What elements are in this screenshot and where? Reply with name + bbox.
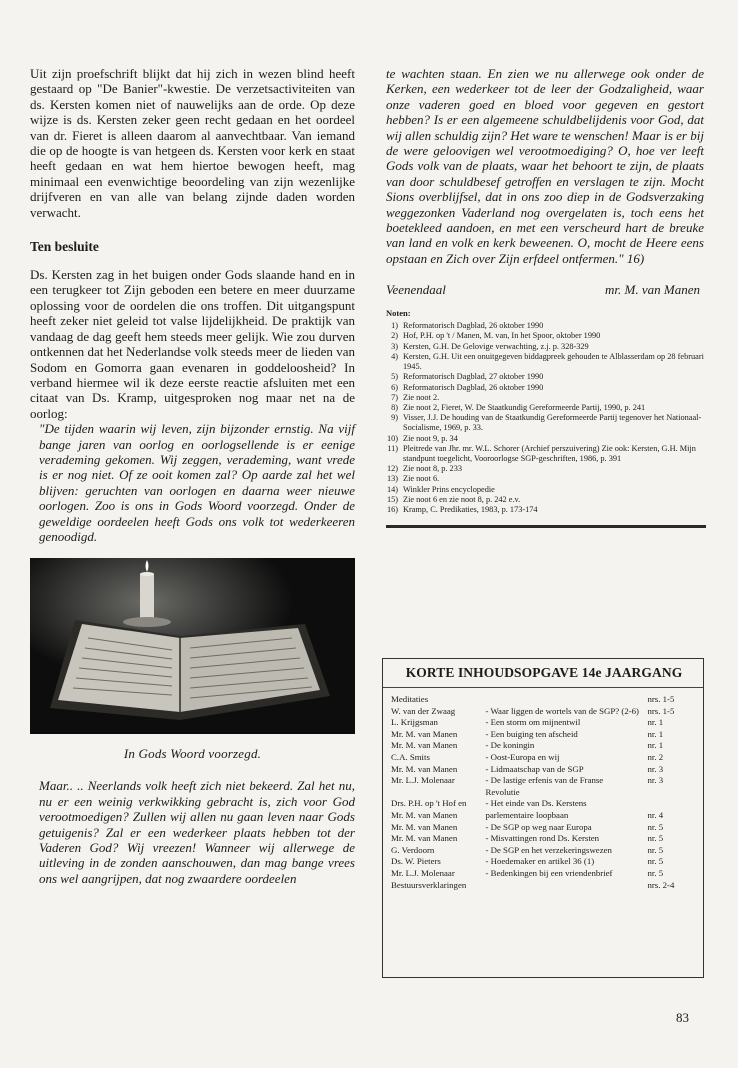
note-number: 15): [386, 494, 398, 504]
toc-author: Meditaties: [391, 694, 429, 704]
toc-row: [391, 810, 697, 822]
note-item: [386, 403, 704, 413]
note-number: 2): [391, 331, 398, 341]
toc-row: [391, 798, 697, 810]
toc-issue-number: nr. 3: [647, 763, 664, 774]
note-text: Zie noot 2.: [403, 392, 440, 402]
toc-row: [391, 775, 697, 798]
toc-issue-number: nr. 5: [647, 844, 664, 855]
toc-author: G. Verdoorn: [391, 844, 435, 855]
toc-author: Mr. M. van Manen: [391, 763, 458, 774]
signature-line: [386, 282, 704, 298]
note-item: [386, 444, 704, 464]
toc-author: C.A. Smits: [391, 751, 430, 762]
table-of-contents-box: [382, 658, 704, 978]
notes-heading: Noten:: [386, 308, 411, 319]
note-number: 13): [386, 474, 398, 484]
toc-row: [391, 740, 697, 752]
note-text: Zie noot 6.: [403, 474, 440, 484]
toc-row: [391, 822, 697, 834]
note-text: Zie noot 2, Fieret, W. De Staatkundig Gereformeerde Partij, 1990, p. 241: [403, 402, 646, 412]
note-text: Winkler Prins encyclopedie: [403, 484, 495, 494]
quotation: "De tijden waarin wij leven, zijn bijzonder ernstig. Na vijf bange jaren van oorlog en oorlogsellende is er eenige verademing gekomen. Wij zeggen, verademing, want vrede is er nog niet. Of ze ooit komen zal? Op aarde zal het wel blijven: geruchten van oorlogen en daarna weer nieuwe oorlogen. Zoo is ons in Gods Woord voorzegd. Onder de geweldige oordeelen heeft Gods ons volk tot wederkeeren genoodigd.: [39, 421, 355, 544]
page-number: 83: [676, 1010, 689, 1025]
toc-row: [391, 880, 697, 892]
toc-title: KORTE INHOUDSOPGAVE 14e JAARGANG: [405, 665, 683, 680]
note-text: Kersten, G.H. De Gelovige verwachting, z.j. p. 328-329: [403, 341, 589, 351]
toc-article-title: - Bedenkingen bij een vriendenbrief: [485, 867, 613, 878]
note-number: 11): [387, 443, 398, 453]
note-number: 16): [386, 504, 398, 514]
toc-table: [391, 694, 697, 891]
toc-author: Ds. W. Pieters: [391, 856, 441, 867]
note-number: 14): [386, 484, 398, 494]
note-item: [386, 321, 704, 331]
toc-row: [391, 717, 697, 729]
toc-article-title: - Een buiging ten afscheid: [485, 728, 578, 739]
toc-issue-number: nrs. 1-5: [647, 694, 675, 704]
note-text: Reformatorisch Dagblad, 27 oktober 1990: [403, 372, 544, 382]
bible-candle-photo: [30, 558, 355, 734]
quotation: te wachten staan. En zien we nu allerwege ook onder de Kerken, een wederkeer tot de leer der Godzaligheid, waar onze vaderen goed en bloed voor gegeven en gestort hebben? Is er een algemeene schuldbelijdenis voor God, dat wij allen schuldig zijn? Het ware te wenschen! Maar is er bij de were geloovigen wel verootmoediging? O, hoe ver leeft Gods volk van de plaats, waar het behoort te zijn, de plaats van door schuldbesef getroffen en verslagen te zijn. Mocht Sions overblijfsel, dat in ons zoo diep in de Godsverzaking weggezonken Vaderland nog overgelaten is, toch eens het boetekleed aandoen, en met een verscheurd hart de breuke van land en volk en kerk beweenen. O, mocht de Heere eens opstaan en Zich over Zijn erfdeel ontfermen." 16): [386, 66, 704, 266]
toc-issue-number: nr. 5: [647, 821, 664, 832]
notes-list: [386, 321, 704, 515]
note-item: [386, 485, 704, 495]
toc-issue-number: nr. 5: [647, 867, 664, 878]
toc-author: Mr. M. van Manen: [391, 809, 458, 820]
toc-divider: [383, 687, 703, 688]
right-column: [386, 66, 704, 528]
toc-author: Bestuursverklaringen: [391, 879, 467, 890]
note-number: 5): [391, 372, 398, 382]
toc-row: [391, 868, 697, 880]
note-number: 10): [386, 433, 398, 443]
section-heading: Ten besluite: [30, 239, 99, 255]
note-number: 12): [386, 464, 398, 474]
toc-article-title: - Misvattingen rond Ds. Kersten: [485, 833, 600, 844]
note-text: Pleitrede van Jhr. mr. W.L. Schorer (Archief perszuivering) Zie ook: Kersten, G.H. Mijn standpunt toegelicht, Vooroorlogse SGP-geschriften, 1986, p. 391: [403, 443, 696, 463]
toc-author: Mr. M. van Manen: [391, 833, 458, 844]
note-item: [386, 331, 704, 341]
toc-article-title: - Een storm om mijnentwil: [485, 717, 581, 728]
note-item: [386, 352, 704, 372]
toc-article-title: [485, 694, 639, 706]
toc-row: [391, 694, 697, 706]
toc-issue-number: [639, 798, 697, 810]
note-number: 1): [391, 321, 398, 331]
quotation: Maar.. .. Neerlands volk heeft zich niet bekeerd. Zal het nu, nu er een weinig verkwikking gebracht is, zich voor God verootmoedigen? Zullen wij allen nu gaan leven naar Gods getuigenis? Zal er een wederkeer plaats hebben tot der Vaderen God? Wij vreezen! Wanneer wij allerwege de uitleving in de zonden aanschouwen, dan mag bange vrees ons wel aangrijpen, dat nog zwaardere oordeelen: [39, 778, 355, 886]
note-item: [386, 393, 704, 403]
note-item: [386, 505, 704, 515]
note-text: Kersten, G.H. Uit een onuitgegeven biddagpreek gehouden te Alblasserdam op 28 februari 1945.: [403, 351, 704, 372]
toc-issue-number: nr. 1: [647, 728, 664, 739]
toc-article-title: - Hoedemaker en artikel 36 (1): [485, 856, 595, 867]
note-item: [386, 434, 704, 444]
toc-article-title: - De lastige erfenis van de Franse Revolutie: [485, 775, 604, 797]
toc-article-title: - De SGP en het verzekeringswezen: [485, 844, 612, 855]
toc-article-title: - Oost-Europa en wij: [485, 751, 560, 762]
note-number: 3): [391, 341, 398, 351]
toc-issue-number: nr. 4: [647, 809, 664, 820]
body-paragraph: Ds. Kersten zag in het buigen onder Gods slaande hand en in een terugkeer tot Zijn geboden een betere en meer duurzame oplossing voor de oordelen die ons troffen. Dit uitgangspunt heeft zeker niet geleid tot valse lijdelijkheid. De praktijk van vandaag de dag geeft hem steeds meer gelijk. Wie zou durven ontkennen dat het Nederlandse volk steeds meer de lieden van Sodom en Gomorra gaan evenaren in goddeloosheid? In verband hiermee wil ik deze eerste reactie afsluiten met een citaat van Ds. Kramp, uitgesproken nog maar net na de oorlog:: [30, 267, 355, 421]
toc-article-title: - Waar liggen de wortels van de SGP? (2-6): [485, 705, 639, 716]
toc-row: [391, 706, 697, 718]
toc-row: [391, 856, 697, 868]
toc-row: [391, 752, 697, 764]
toc-issue-number: nr. 3: [647, 775, 664, 786]
note-number: 7): [391, 392, 398, 402]
toc-author: Mr. L.J. Molenaar: [391, 775, 455, 786]
toc-issue-number: nr. 1: [647, 740, 664, 751]
photo-caption: In Gods Woord voorzegd.: [123, 746, 262, 762]
note-text: Visser, J.J. De houding van de Staatkundig Gereformeerde Partij tegenover het Nationaal-Socialisme, 1969, p. 33.: [403, 413, 702, 433]
toc-author: Mr. M. van Manen: [391, 740, 458, 751]
toc-issue-number: nr. 5: [647, 833, 664, 844]
toc-article-title: parlementaire loopbaan: [485, 809, 569, 820]
bible-candle-illustration: [30, 558, 355, 734]
toc-row: [391, 845, 697, 857]
toc-row: [391, 833, 697, 845]
divider-rule: [386, 525, 706, 528]
body-paragraph: Uit zijn proefschrift blijkt dat hij zich in wezen blind heeft gestaard op "De Banier"-kwestie. De verzetsactiviteiten van ds. Kersten komen niet of nauwelijks aan de orde. Op deze wijze is ds. Kersten zeker geen recht gedaan en het oordeel van dr. Fieret is alleen daarom al aanvechtbaar. Van iemand die op de hoogte is van hetgeen ds. Kersten voor kerk en staat heeft gedaan en wat hem hiertoe bewogen heeft, mag minimaal een evenwichtige beoordeling van zijn wezenlijke drijfveren en van alle van belang zijnde daden worden verwacht.: [30, 66, 355, 220]
note-item: [386, 413, 704, 433]
toc-article-title: - De koningin: [485, 740, 535, 751]
note-text: Hof, P.H. op 't / Manen, M. van, In het Spoor, oktober 1990: [403, 331, 601, 341]
note-item: [386, 342, 704, 352]
note-number: 8): [391, 402, 398, 412]
toc-author: Drs. P.H. op 't Hof en: [391, 798, 467, 809]
toc-author: L. Krijgsman: [391, 717, 438, 728]
toc-author: Mr. L.J. Molenaar: [391, 867, 455, 878]
note-text: Zie noot 6 en zie noot 8, p. 242 e.v.: [403, 494, 521, 504]
note-text: Kramp, C. Predikaties, 1983, p. 173-174: [403, 504, 538, 514]
note-text: Zie noot 8, p. 233: [403, 464, 462, 474]
toc-row: [391, 764, 697, 776]
note-text: Reformatorisch Dagblad, 26 oktober 1990: [403, 382, 544, 392]
note-item: [386, 383, 704, 393]
signature-author: mr. M. van Manen: [605, 282, 700, 298]
toc-article-title: - De SGP op weg naar Europa: [485, 821, 592, 832]
toc-row: [391, 729, 697, 741]
toc-article-title: - Het einde van Ds. Kerstens: [485, 798, 587, 809]
signature-place: Veenendaal: [386, 282, 446, 298]
note-item: [386, 474, 704, 484]
note-text: Reformatorisch Dagblad, 26 oktober 1990: [403, 321, 544, 331]
toc-article-title: - Lidmaatschap van de SGP: [485, 763, 584, 774]
toc-issue-number: nr. 1: [647, 717, 664, 728]
note-item: [386, 495, 704, 505]
toc-issue-number: nr. 2: [647, 751, 664, 762]
toc-issue-number: nrs. 2-4: [647, 879, 675, 890]
toc-article-title: [485, 880, 639, 892]
note-number: 6): [391, 382, 398, 392]
note-item: [386, 464, 704, 474]
toc-author: Mr. M. van Manen: [391, 728, 458, 739]
note-item: [386, 372, 704, 382]
note-number: 9): [391, 413, 398, 423]
note-text: Zie noot 9, p. 34: [403, 433, 458, 443]
toc-issue-number: nrs. 1-5: [647, 705, 675, 716]
toc-issue-number: nr. 5: [647, 856, 664, 867]
left-column: [30, 66, 355, 886]
note-number: 4): [391, 351, 398, 361]
toc-author: Mr. M. van Manen: [391, 821, 458, 832]
toc-author: W. van der Zwaag: [391, 705, 456, 716]
